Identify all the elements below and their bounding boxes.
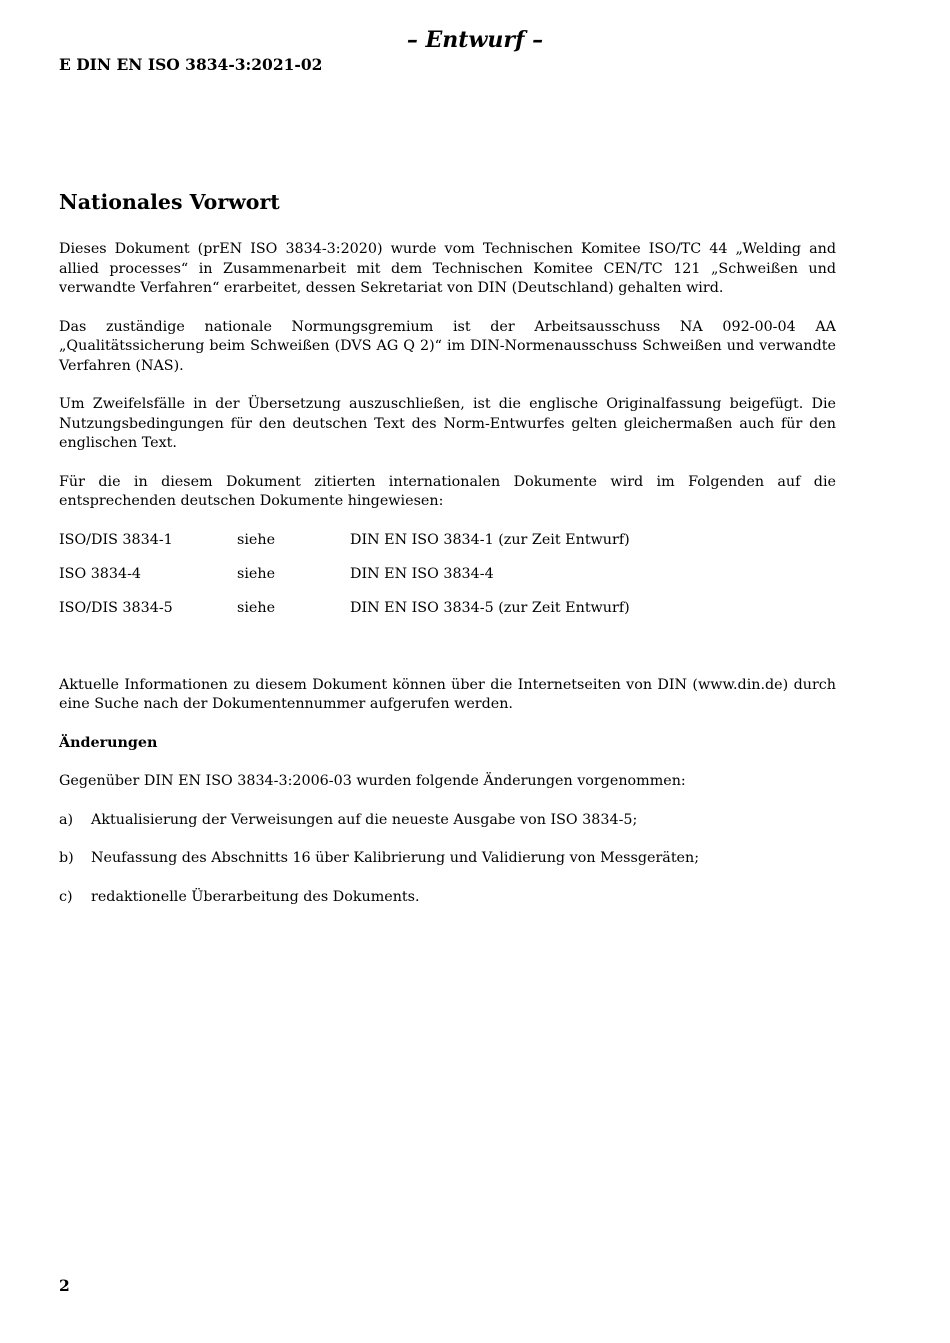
paragraph-committee: Dieses Dokument (prEN ISO 3834-3:2020) wurde vom Technischen Komitee ISO/TC 44 „Welding and allied processes“ in Zusammenarbeit mit dem Technischen Komitee CEN/TC 121 „Schweißen und verwandte Verfahren“ erarbeitet, dessen Sekretariat von DIN (Deutschland) gehalten wird. [59, 241, 836, 296]
document-id: E DIN EN ISO 3834-3:2021-02 [59, 55, 323, 74]
reference-row [59, 565, 630, 599]
list-item [59, 849, 836, 869]
reference-table [59, 531, 630, 633]
paragraph-references-intro: Für die in diesem Dokument zitierten internationalen Dokumente wird im Folgenden auf die entsprechenden deutschen Dokumente hingewiesen: [59, 473, 836, 509]
changes-intro: Gegenüber DIN EN ISO 3834-3:2006-03 wurden folgende Änderungen vorgenommen: [59, 773, 686, 789]
reference-relation: siehe [237, 565, 276, 582]
reference-german: DIN EN ISO 3834-1 (zur Zeit Entwurf) [350, 531, 630, 548]
paragraph-national-body: Das zuständige nationale Normungsgremium ist der Arbeitsausschuss NA 092-00-04 AA „Qualitätssicherung beim Schweißen (DVS AG Q 2)“ im DIN-Normenausschuss Schweißen und verwandte Verfahren (NAS). [59, 318, 836, 374]
list-item-text: redaktionelle Überarbeitung des Dokuments. [91, 888, 420, 905]
reference-german: DIN EN ISO 3834-5 (zur Zeit Entwurf) [350, 599, 630, 616]
list-marker: b) [59, 850, 74, 866]
list-marker: a) [59, 811, 74, 828]
reference-international: ISO/DIS 3834-1 [59, 531, 173, 548]
list-marker: c) [59, 888, 73, 905]
list-item [59, 888, 836, 908]
page-number: 2 [59, 1276, 70, 1295]
reference-international: ISO/DIS 3834-5 [59, 599, 173, 616]
paragraph-translation: Um Zweifelsfälle in der Übersetzung auszuschließen, ist die englische Originalfassung beigefügt. Die Nutzungsbedingungen für den deutschen Text des Norm-Entwurfes gelten gleichermaßen auch für den englischen Text. [59, 396, 836, 451]
reference-relation: siehe [237, 599, 276, 616]
list-item-text: Neufassung des Abschnitts 16 über Kalibrierung und Validierung von Messgeräten; [91, 850, 700, 866]
changes-heading: Änderungen [59, 734, 158, 751]
reference-row [59, 599, 630, 633]
draft-mark: – Entwurf – [406, 27, 544, 53]
list-item [59, 811, 836, 831]
reference-international: ISO 3834-4 [59, 565, 142, 582]
reference-german: DIN EN ISO 3834-4 [350, 565, 494, 582]
changes-list [59, 811, 836, 908]
paragraph-info: Aktuelle Informationen zu diesem Dokument können über die Internetseiten von DIN (www.din.de) durch eine Suche nach der Dokumentennummer aufgerufen werden. [59, 676, 836, 712]
section-title: Nationales Vorwort [59, 190, 280, 214]
reference-row [59, 531, 630, 565]
list-item-text: Aktualisierung der Verweisungen auf die neueste Ausgabe von ISO 3834-5; [91, 811, 638, 828]
document-body [59, 240, 836, 926]
reference-relation: siehe [237, 531, 276, 548]
